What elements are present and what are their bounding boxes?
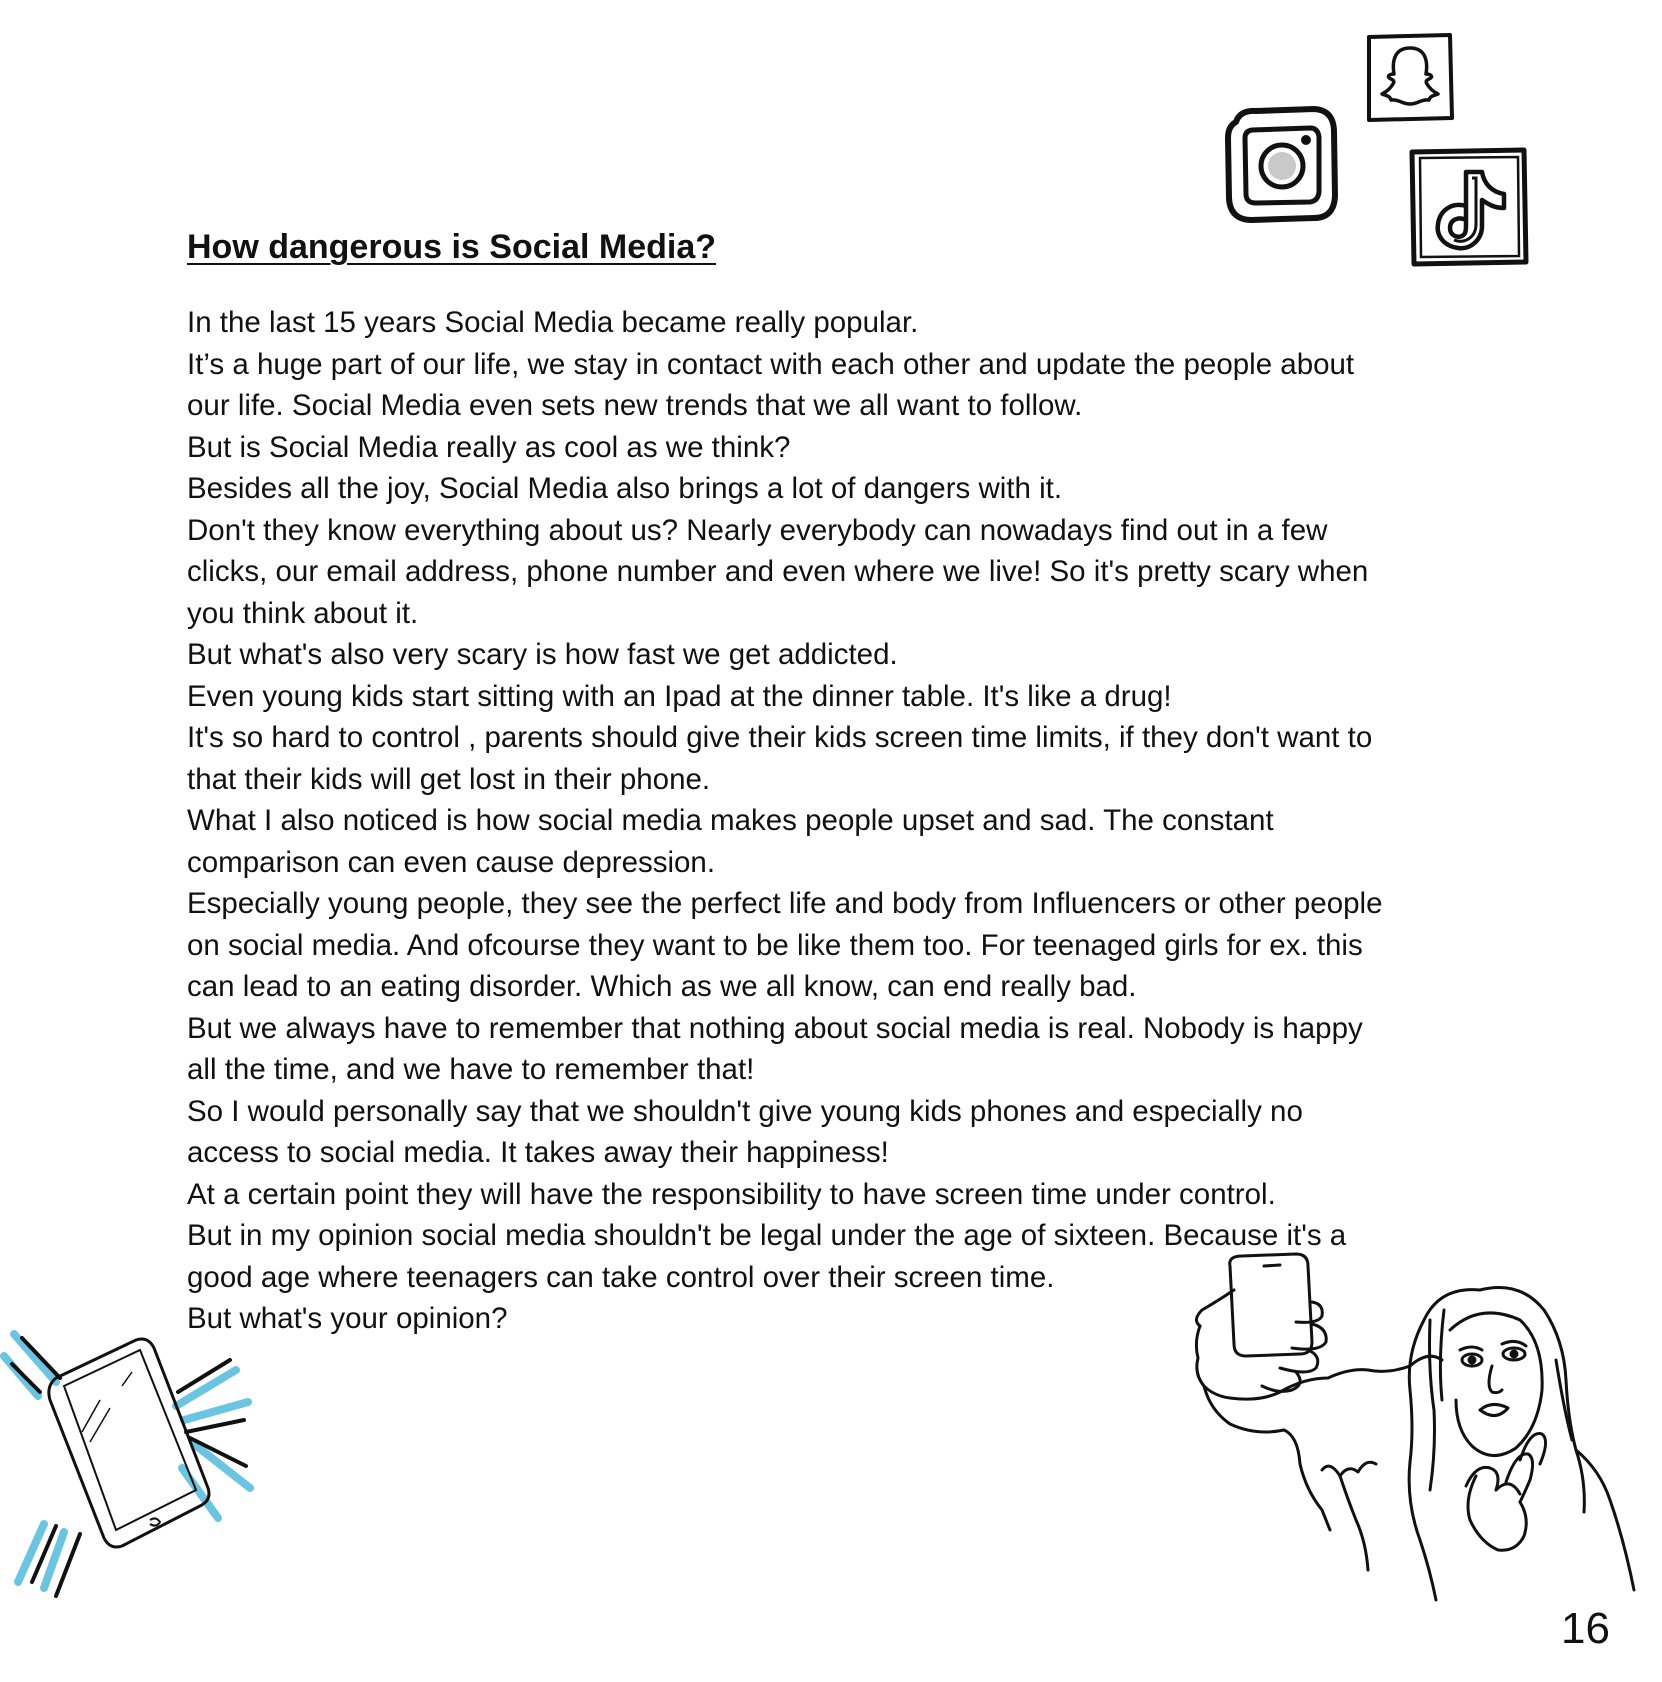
paragraph-line: It’s a huge part of our life, we stay in contact with each other and update the people about bbox=[187, 347, 1355, 381]
paragraph-line: access to social media. It takes away their happiness! bbox=[187, 1136, 889, 1169]
snapchat-icon bbox=[1364, 32, 1456, 124]
paragraph-line: Besides all the joy, Social Media also brings a lot of dangers with it. bbox=[187, 472, 1063, 505]
paragraph-line: But in my opinion social media shouldn't be legal under the age of sixteen. Because it's a bbox=[187, 1219, 1347, 1252]
paragraph-line: Especially young people, they see the perfect life and body from Influencers or other people bbox=[187, 887, 1383, 920]
paragraph-line: clicks, our email address, phone number and even where we live! So it's pretty scary when bbox=[187, 555, 1369, 588]
paragraph-line: So I would personally say that we shouldn't give young kids phones and especially no bbox=[187, 1094, 1303, 1128]
paragraph-line: Even young kids start sitting with an Ipad at the dinner table. It's like a drug! bbox=[187, 679, 1172, 713]
paragraph-line: all the time, and we have to remember that! bbox=[187, 1053, 755, 1086]
paragraph-line: our life. Social Media even sets new trends that we all want to follow. bbox=[187, 389, 1083, 422]
page-number: 16 bbox=[1561, 1604, 1610, 1653]
paragraph-line: But what's your opinion? bbox=[187, 1302, 508, 1335]
paragraph-line: But what's also very scary is how fast we get addicted. bbox=[187, 638, 898, 671]
article-body bbox=[187, 302, 1487, 1340]
paragraph-line: At a certain point they will have the responsibility to have screen time under control. bbox=[187, 1177, 1276, 1211]
phone-doodle bbox=[0, 1320, 260, 1610]
paragraph-line: you think about it. bbox=[187, 596, 419, 630]
paragraph-line: that their kids will get lost in their phone. bbox=[187, 762, 711, 796]
paragraph-line: In the last 15 years Social Media became really popular. bbox=[187, 306, 919, 339]
paragraph-line: on social media. And ofcourse they want to be like them too. For teenaged girls for ex. this bbox=[187, 928, 1363, 962]
instagram-icon bbox=[1222, 104, 1342, 228]
paragraph-line: good age where teenagers can take control over their screen time. bbox=[187, 1260, 1055, 1294]
paragraph-line: But is Social Media really as cool as we think? bbox=[187, 430, 791, 464]
page-title: How dangerous is Social Media? bbox=[187, 227, 716, 266]
paragraph-line: can lead to an eating disorder. Which as we all know, can end really bad. bbox=[187, 970, 1137, 1003]
paragraph-line: Don't they know everything about us? Nearly everybody can nowadays find out in a few bbox=[187, 513, 1328, 547]
paragraph-line: What I also noticed is how social media makes people upset and sad. The constant bbox=[187, 804, 1274, 837]
paragraph-line: But we always have to remember that nothing about social media is real. Nobody is happy bbox=[187, 1011, 1363, 1045]
paragraph-line: comparison can even cause depression. bbox=[187, 845, 716, 879]
paragraph-line: It's so hard to control , parents should give their kids screen time limits, if they don't want to bbox=[187, 721, 1373, 754]
tiktok-icon bbox=[1406, 144, 1532, 270]
